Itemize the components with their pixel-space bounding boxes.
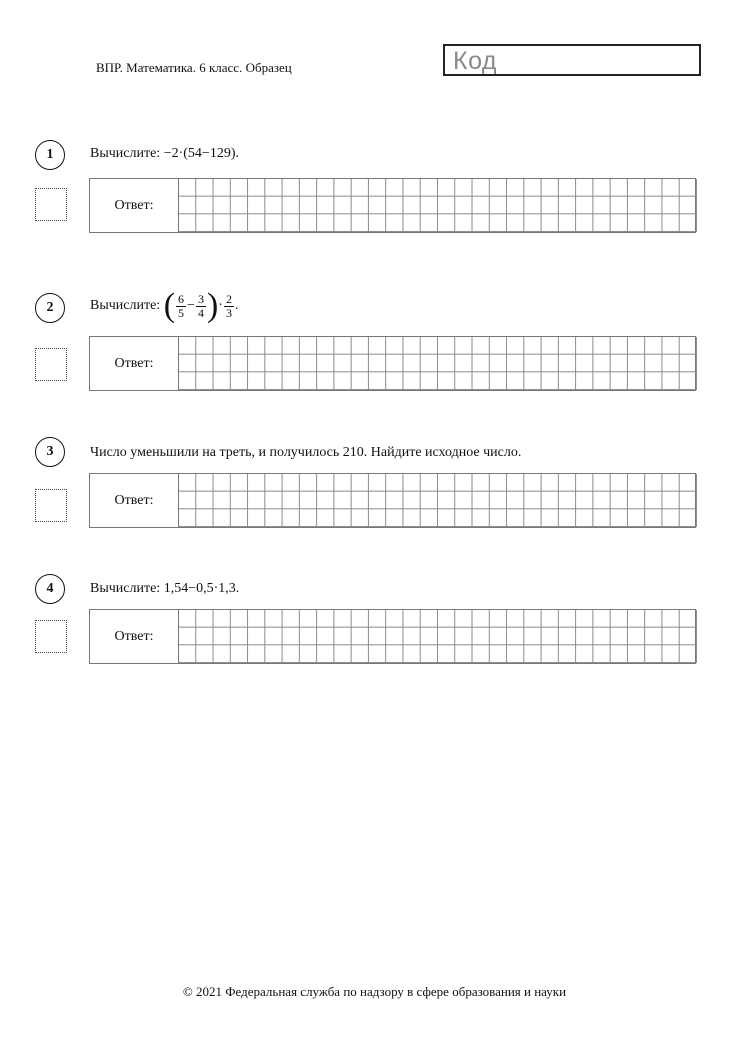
multiply-dot: ·	[218, 298, 223, 313]
score-box	[35, 489, 67, 522]
task-prompt: Вычислите:	[90, 298, 161, 313]
task-number: 4	[35, 574, 65, 604]
task-number: 2	[35, 293, 65, 323]
score-box	[35, 188, 67, 221]
answer-box	[89, 178, 696, 233]
answer-grid[interactable]	[178, 474, 697, 527]
code-label: Код	[453, 47, 498, 75]
task-statement	[90, 289, 238, 323]
task-prompt: Вычислите:	[90, 146, 161, 161]
task-expression: −2·(54−129).	[163, 146, 239, 161]
task-number: 1	[35, 140, 65, 170]
numerator: 3	[197, 291, 204, 306]
task-expression: 1,54−0,5·1,3.	[163, 581, 240, 596]
task-number: 3	[35, 437, 65, 467]
answer-label: Ответ:	[114, 198, 154, 213]
fraction	[176, 293, 186, 320]
fraction	[196, 293, 206, 320]
answer-box	[89, 336, 696, 391]
denominator: 3	[225, 305, 232, 320]
answer-grid[interactable]	[178, 179, 697, 232]
page-header-title: ВПР. Математика. 6 класс. Образец	[96, 60, 292, 75]
answer-grid[interactable]	[178, 337, 697, 390]
numerator: 6	[178, 291, 185, 306]
denominator: 4	[197, 305, 204, 320]
minus-sign: −	[187, 298, 195, 313]
score-box	[35, 620, 67, 653]
task-3	[0, 437, 749, 547]
task-statement	[90, 146, 239, 162]
task-4	[0, 574, 749, 684]
numerator: 2	[225, 291, 232, 306]
score-box	[35, 348, 67, 381]
footer-copyright: © 2021 Федеральная служба по надзору в сфере образования и науки	[182, 984, 567, 999]
fraction	[224, 293, 234, 320]
answer-label: Ответ:	[114, 493, 154, 508]
task-statement: Число уменьшили на треть, и получилось 210. Найдите исходное число.	[90, 445, 522, 460]
task-statement	[90, 581, 239, 597]
code-field[interactable]	[443, 44, 701, 76]
close-paren: )	[206, 287, 219, 324]
open-paren: (	[163, 287, 176, 324]
answer-box	[89, 609, 696, 664]
answer-label: Ответ:	[114, 629, 154, 644]
denominator: 5	[178, 305, 185, 320]
answer-box	[89, 473, 696, 528]
task-2	[0, 287, 749, 403]
answer-label: Ответ:	[114, 356, 154, 371]
task-1	[0, 140, 749, 250]
period: .	[234, 298, 239, 313]
answer-grid[interactable]	[178, 610, 697, 663]
task-prompt: Вычислите:	[90, 581, 161, 596]
